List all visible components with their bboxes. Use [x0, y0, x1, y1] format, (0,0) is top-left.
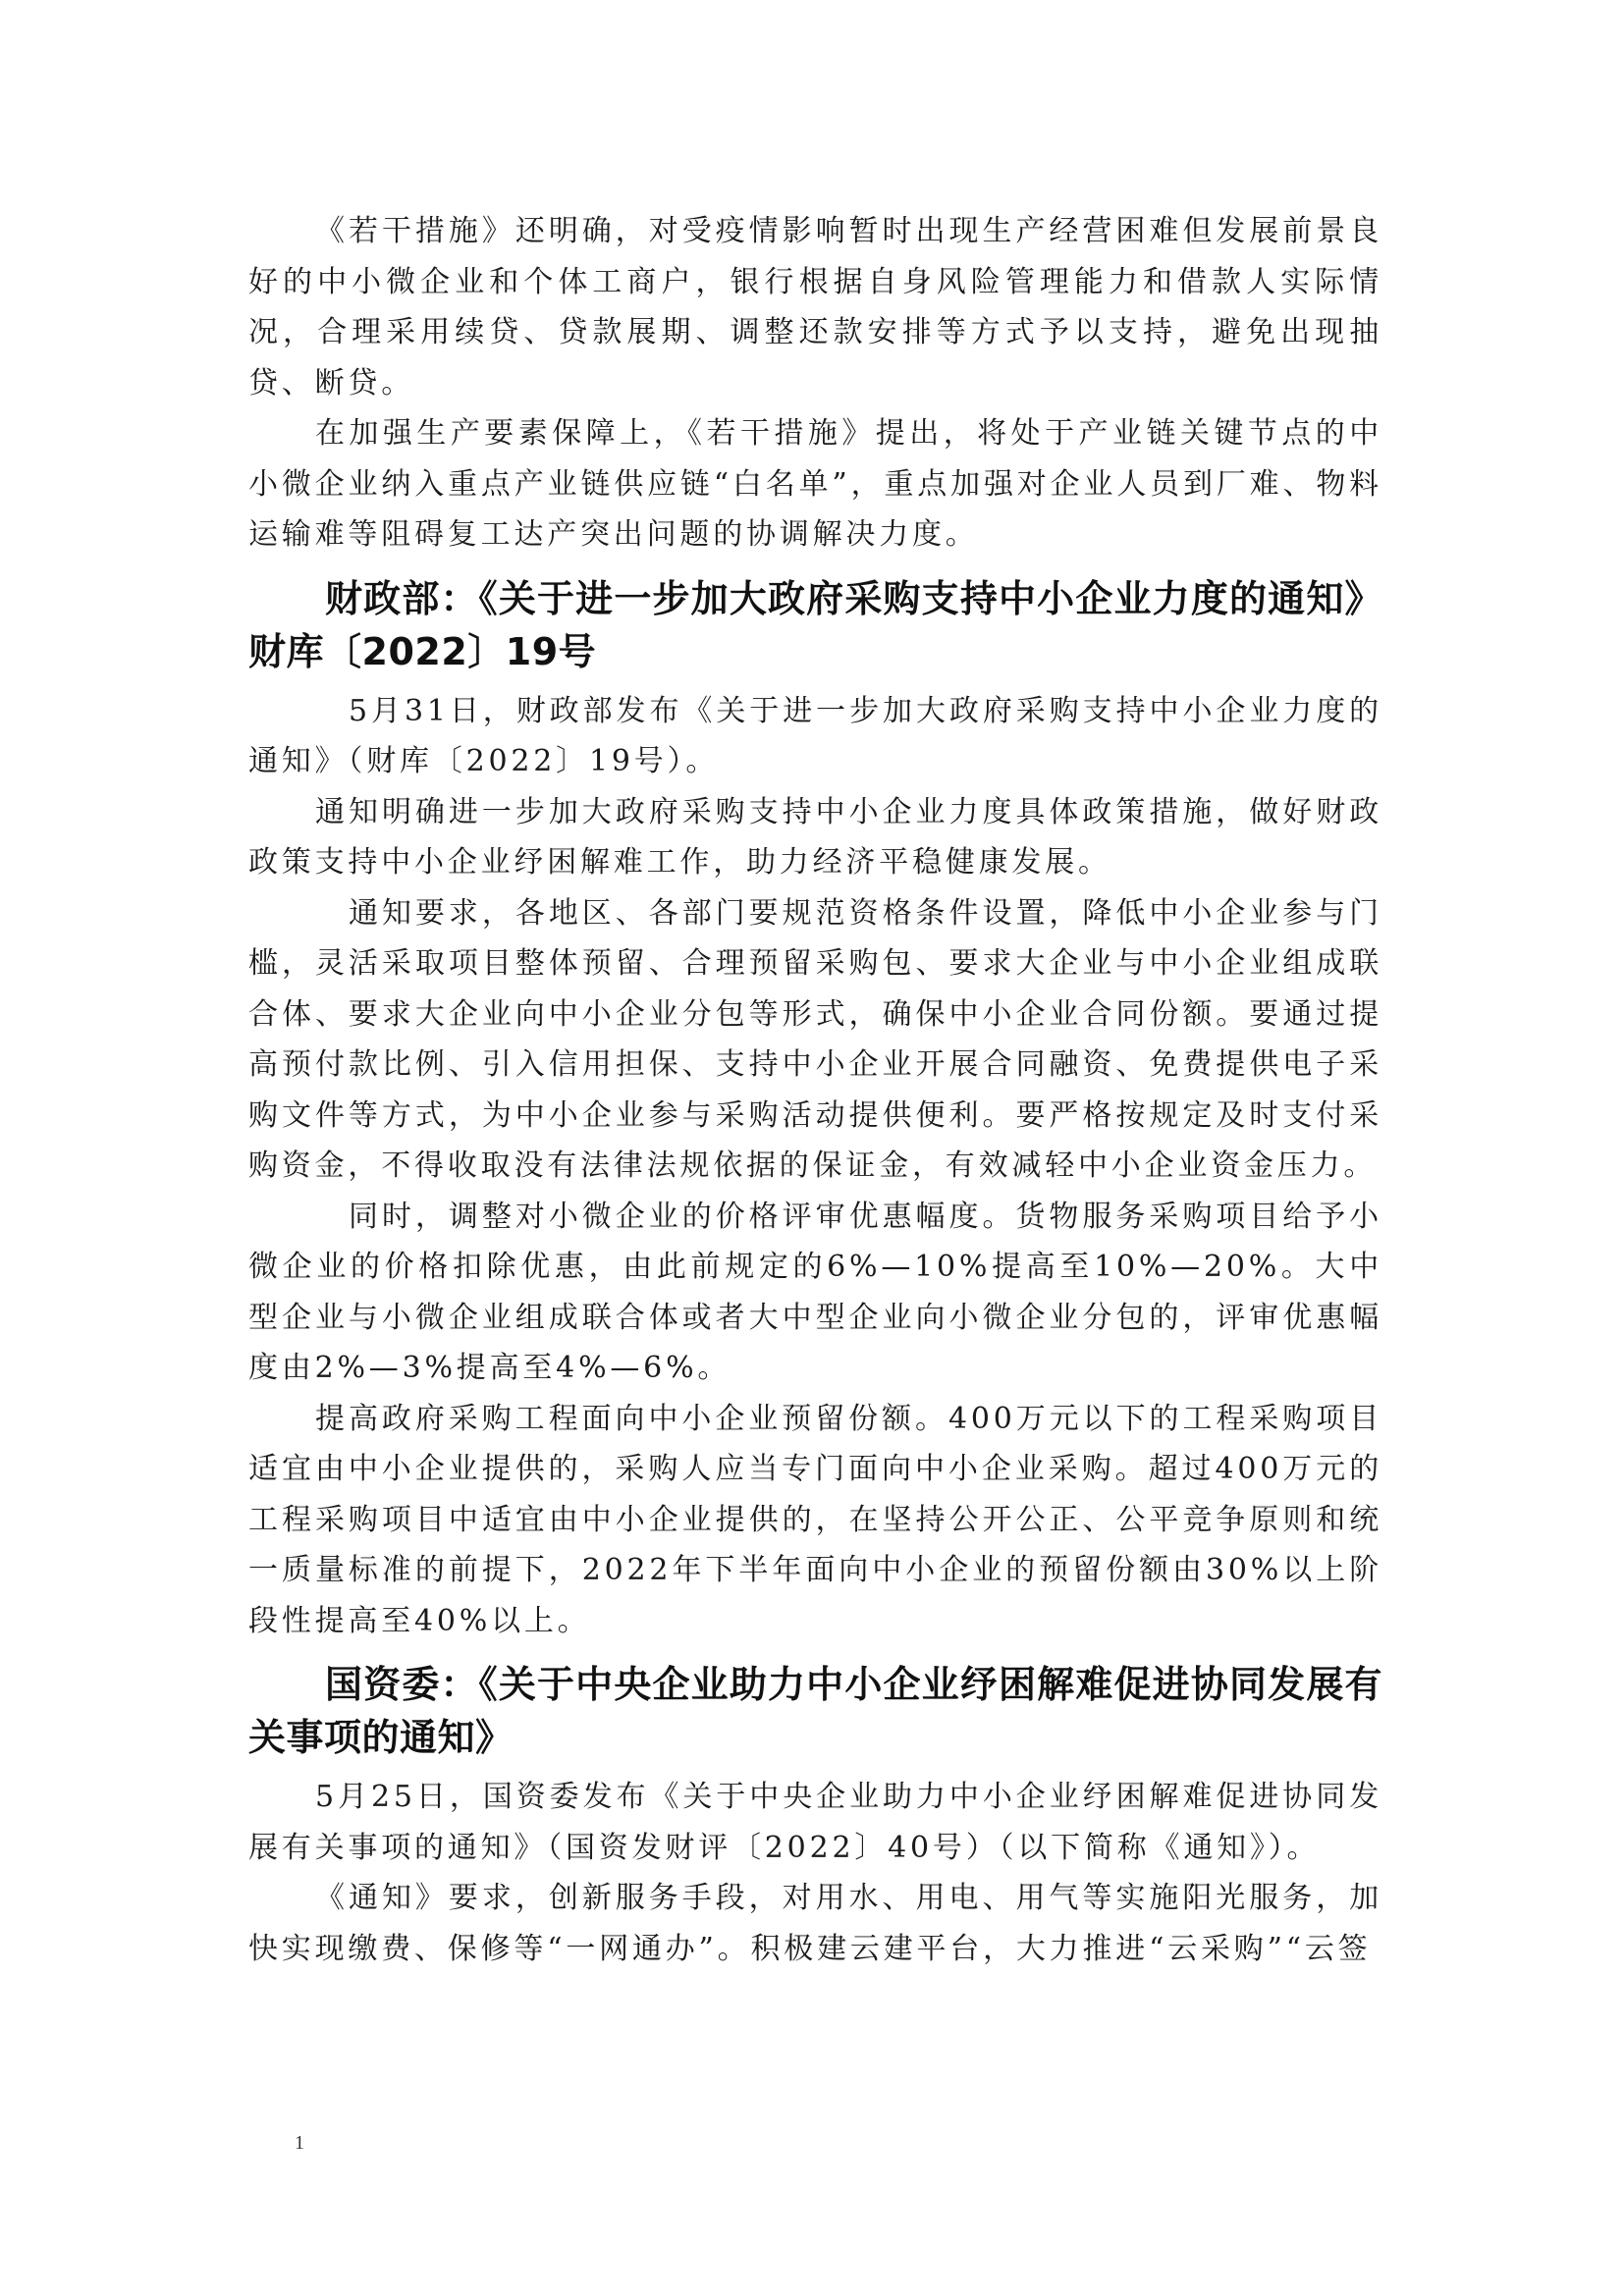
paragraph: 5月31日，财政部发布《关于进一步加大政府采购支持中小企业力度的通知》（财库〔2022〕19号）。 [248, 693, 1382, 778]
paragraph: 在加强生产要素保障上，《若干措施》提出，将处于产业链关键节点的中小微企业纳入重点产业链供应链“白名单”，重点加强对企业人员到厂难、物料运输难等阻碍复工达产突出问题的协调解决力度。 [248, 416, 1382, 552]
paragraph: 《若干措施》还明确，对受疫情影响暂时出现生产经营困难但发展前景良好的中小微企业和个体工商户，银行根据自身风险管理能力和借款人实际情况，合理采用续贷、贷款展期、调整还款安排等方式予以支持，避免出现抽贷、断贷。 [248, 214, 1382, 400]
document-body [248, 206, 1382, 1974]
section-heading-sasac: 国资委：《关于中央企业助力中小企业纾困解难促进协同发展有关事项的通知》 [248, 1663, 1382, 1759]
paragraph: 同时，调整对小微企业的价格评审优惠幅度。货物服务采购项目给予小微企业的价格扣除优惠，由此前规定的6%—10%提高至10%—20%。大中型企业与小微企业组成联合体或者大中型企业向小微企业分包的，评审优惠幅度由2%—3%提高至4%—6%。 [248, 1199, 1382, 1385]
paragraph: 5月25日，国资委发布《关于中央企业助力中小企业纾困解难促进协同发展有关事项的通知》（国资发财评〔2022〕40号）（以下简称《通知》）。 [248, 1780, 1382, 1865]
paragraph: 通知要求，各地区、各部门要规范资格条件设置，降低中小企业参与门槛，灵活采取项目整体预留、合理预留采购包、要求大企业与中小企业组成联合体、要求大企业向中小企业分包等形式，确保中小企业合同份额。要通过提高预付款比例、引入信用担保、支持中小企业开展合同融资、免费提供电子采购文件等方式，为中小企业参与采购活动提供便利。要严格按规定及时支付采购资金，不得收取没有法律法规依据的保证金，有效减轻中小企业资金压力。 [248, 895, 1382, 1183]
section-heading-mof: 财政部：《关于进一步加大政府采购支持中小企业力度的通知》财库〔2022〕19号 [248, 576, 1382, 673]
paragraph: 提高政府采购工程面向中小企业预留份额。400万元以下的工程采购项目适宜由中小企业提供的，采购人应当专门面向中小企业采购。超过400万元的工程采购项目中适宜由中小企业提供的，在坚持公开公正、公平竞争原则和统一质量标准的前提下，2022年下半年面向中小企业的预留份额由30%以上阶段性提高至40%以上。 [248, 1401, 1382, 1638]
page-number: 1 [295, 2132, 304, 2154]
paragraph: 通知明确进一步加大政府采购支持中小企业力度具体政策措施，做好财政政策支持中小企业纾困解难工作，助力经济平稳健康发展。 [248, 794, 1382, 880]
paragraph: 《通知》要求，创新服务手段，对用水、用电、用气等实施阳光服务，加快实现缴费、保修等“一网通办”。积极建云建平台，大力推进“云采购”“云签 [248, 1881, 1382, 1966]
